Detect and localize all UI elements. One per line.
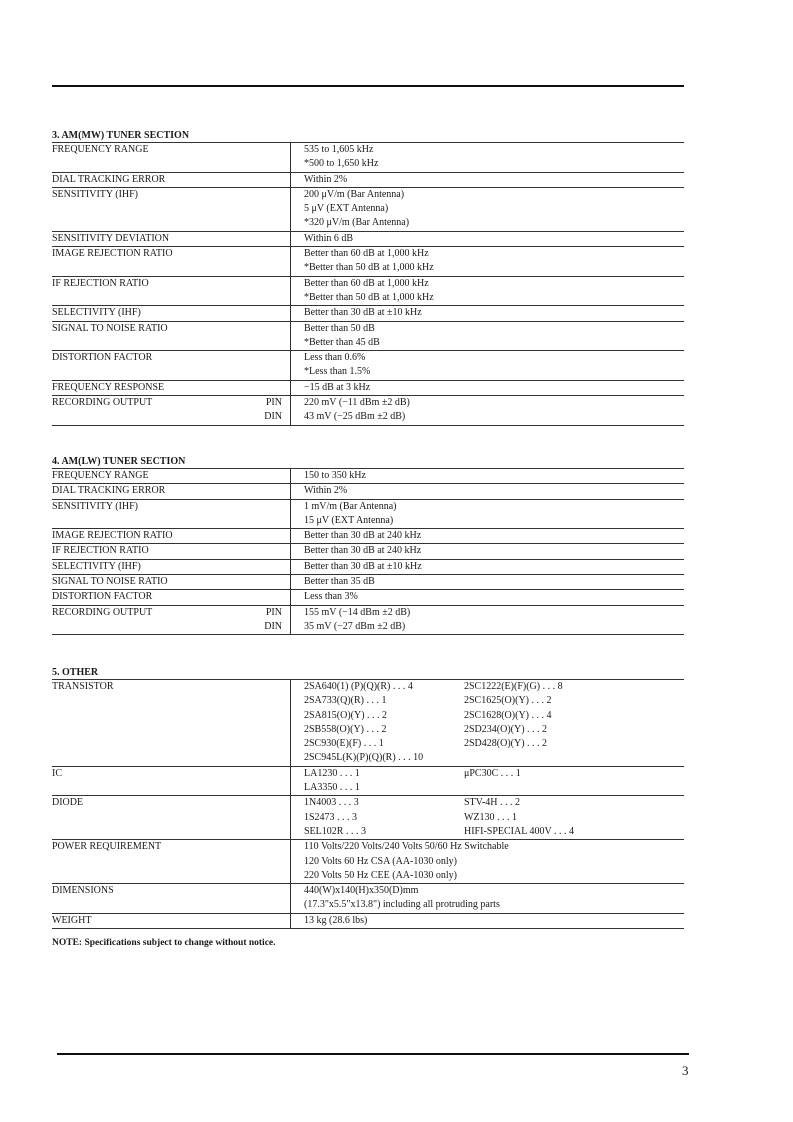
spec-row [52, 143, 684, 173]
spec-label: IMAGE REJECTION RATIO [52, 248, 173, 260]
spec-value: 150 to 350 kHz [304, 470, 366, 481]
spec-value: 43 mV (−25 dBm ±2 dB) [304, 411, 406, 423]
part-entry: LA3350 . . . 1 [304, 782, 360, 794]
spec-value: Less than 3% [304, 591, 358, 603]
spec-value: 220 mV (−11 dBm ±2 dB) [304, 397, 410, 409]
spec-label: IF REJECTION RATIO [52, 277, 149, 289]
section-title: 5. OTHER [52, 666, 684, 680]
spec-row [52, 173, 684, 188]
spec-label: SENSITIVITY (IHF) [52, 500, 139, 512]
spec-row [52, 469, 684, 484]
spec-value: 440(W)x140(H)x350(D)mm [304, 885, 419, 897]
spec-label: SENSITIVITY DEVIATION [52, 232, 170, 244]
part-entry: 2SD234(O)(Y) . . . 2 [464, 723, 548, 735]
part-entry: WZ130 . . . 1 [464, 811, 518, 823]
spec-row-transistor [52, 680, 684, 767]
spec-value: −15 dB at 3 kHz [304, 381, 371, 393]
spec-value: Within 2% [304, 173, 348, 185]
diode-list [290, 796, 684, 839]
part-entry: STV-4H . . . 2 [464, 797, 521, 809]
part-entry [464, 781, 684, 795]
spec-value: (17.3"x5.5"x13.8") including all protruding parts [304, 899, 500, 911]
spec-value: 13 kg (28.6 lbs) [304, 914, 368, 926]
spec-row [52, 306, 684, 321]
part-entry: HIFI-SPECIAL 400V . . . 4 [464, 825, 575, 837]
top-rule [52, 85, 684, 87]
section-title: 3. AM(MW) TUNER SECTION [52, 129, 684, 143]
spec-label: SELECTIVITY (IHF) [52, 307, 141, 319]
spec-label: RECORDING OUTPUT [52, 397, 153, 409]
part-entry: 2SC1222(E)(F)(G) . . . 8 [464, 681, 563, 692]
spec-row [52, 544, 684, 559]
spec-label: IF REJECTION RATIO [52, 545, 149, 557]
part-entry: LA1230 . . . 1 [304, 767, 360, 779]
spec-label: DIAL TRACKING ERROR [52, 173, 166, 185]
note-text: NOTE: Specifications subject to change without notice. [52, 938, 276, 948]
spec-row [52, 590, 684, 605]
part-entry: 2SD428(O)(Y) . . . 2 [464, 738, 548, 750]
spec-row [52, 188, 684, 232]
part-entry: μPC30C . . . 1 [464, 767, 521, 779]
spec-row [52, 232, 684, 247]
part-entry: SEL102R . . . 3 [304, 825, 366, 837]
spec-label: FREQUENCY RESPONSE [52, 381, 165, 393]
spec-value: Within 6 dB [304, 232, 354, 244]
transistor-list [290, 680, 684, 766]
spec-value: Better than 30 dB at ±10 kHz [304, 307, 422, 319]
din-label: DIN [264, 411, 282, 423]
part-entry: 2SC930(E)(F) . . . 1 [304, 738, 384, 750]
spec-label: SENSITIVITY (IHF) [52, 188, 139, 200]
spec-value: Better than 50 dB [304, 322, 375, 334]
spec-value: 5 μV (EXT Antenna) [304, 203, 389, 215]
spec-row [52, 529, 684, 544]
spec-value: Better than 30 dB at ±10 kHz [304, 560, 422, 572]
spec-label: IMAGE REJECTION RATIO [52, 530, 173, 542]
part-entry: 2SA815(O)(Y) . . . 2 [304, 709, 388, 721]
part-entry: 2SC1628(O)(Y) . . . 4 [464, 709, 552, 721]
spec-value: Within 2% [304, 485, 348, 497]
spec-value: 535 to 1,605 kHz [304, 144, 374, 155]
spec-value: *Better than 50 dB at 1,000 kHz [304, 262, 434, 274]
part-entry: 2SA733(Q)(R) . . . 1 [304, 695, 387, 707]
spec-label: DIODE [52, 797, 84, 809]
pin-label: PIN [265, 606, 282, 618]
spec-value: 15 μV (EXT Antenna) [304, 514, 394, 526]
spec-value: 200 μV/m (Bar Antenna) [304, 188, 405, 200]
part-entry: 2SB558(O)(Y) . . . 2 [304, 723, 387, 735]
spec-label: SIGNAL TO NOISE RATIO [52, 322, 168, 334]
spec-row-power [52, 840, 684, 884]
part-entry: 1S2473 . . . 3 [304, 811, 358, 823]
spec-value: *Better than 45 dB [304, 336, 380, 348]
spec-row [52, 381, 684, 396]
ic-list [290, 767, 684, 796]
spec-value: *Less than 1.5% [304, 366, 371, 378]
spec-label: WEIGHT [52, 914, 92, 926]
part-entry: 2SC945L(K)(P)(Q)(R) . . . 10 [304, 752, 424, 764]
spec-value: 110 Volts/220 Volts/240 Volts 50/60 Hz Switchable [304, 841, 509, 853]
spec-row [52, 500, 684, 530]
spec-row-recording-output [52, 606, 684, 636]
spec-label: FREQUENCY RANGE [52, 144, 149, 155]
spec-label: DISTORTION FACTOR [52, 591, 153, 603]
part-entry: 2SA640(1) (P)(Q)(R) . . . 4 [304, 681, 413, 692]
spec-row [52, 575, 684, 590]
spec-label: SELECTIVITY (IHF) [52, 560, 141, 572]
am-lw-section [52, 455, 684, 635]
spec-row-dimensions [52, 884, 684, 914]
spec-label: FREQUENCY RANGE [52, 470, 149, 481]
spec-row [52, 322, 684, 352]
spec-table [52, 143, 684, 396]
spec-row [52, 560, 684, 575]
din-label: DIN [264, 620, 282, 632]
part-entry: 1N4003 . . . 3 [304, 797, 359, 809]
spec-label: POWER REQUIREMENT [52, 841, 162, 853]
spec-row-diode [52, 796, 684, 840]
part-entry: 2SC1625(O)(Y) . . . 2 [464, 695, 552, 707]
spec-row-weight [52, 914, 684, 929]
spec-value: *Better than 50 dB at 1,000 kHz [304, 291, 434, 303]
spec-value: 220 Volts 50 Hz CEE (AA-1030 only) [304, 869, 457, 881]
am-mw-section [52, 129, 684, 426]
spec-value: 120 Volts 60 Hz CSA (AA-1030 only) [304, 855, 457, 867]
spec-table [52, 469, 684, 606]
spec-row [52, 277, 684, 307]
spec-value: 1 mV/m (Bar Antenna) [304, 500, 397, 512]
spec-row [52, 247, 684, 277]
pin-label: PIN [265, 397, 282, 409]
spec-value: *500 to 1,650 kHz [304, 158, 379, 170]
spec-row [52, 484, 684, 499]
spec-value: Less than 0.6% [304, 352, 366, 364]
bottom-rule [57, 1053, 689, 1055]
spec-value: Better than 35 dB [304, 576, 375, 588]
spec-value: Better than 30 dB at 240 kHz [304, 545, 422, 557]
part-entry [464, 751, 684, 765]
spec-label: DIAL TRACKING ERROR [52, 485, 166, 497]
spec-label: IC [52, 767, 62, 779]
spec-label: DIMENSIONS [52, 885, 114, 897]
spec-value: 35 mV (−27 dBm ±2 dB) [304, 620, 406, 632]
section-title: 4. AM(LW) TUNER SECTION [52, 455, 684, 469]
spec-row [52, 351, 684, 381]
spec-value: *320 μV/m (Bar Antenna) [304, 217, 410, 229]
spec-label: RECORDING OUTPUT [52, 606, 153, 618]
other-section [52, 666, 684, 929]
spec-label: SIGNAL TO NOISE RATIO [52, 576, 168, 588]
spec-value: Better than 60 dB at 1,000 kHz [304, 248, 429, 260]
spec-label: DISTORTION FACTOR [52, 352, 153, 364]
spec-row-recording-output [52, 396, 684, 426]
spec-value: 155 mV (−14 dBm ±2 dB) [304, 606, 411, 618]
spec-value: Better than 60 dB at 1,000 kHz [304, 277, 429, 289]
spec-label: TRANSISTOR [52, 681, 114, 692]
spec-value: Better than 30 dB at 240 kHz [304, 530, 422, 542]
spec-row-ic [52, 767, 684, 797]
page-number: 3 [682, 1063, 689, 1078]
